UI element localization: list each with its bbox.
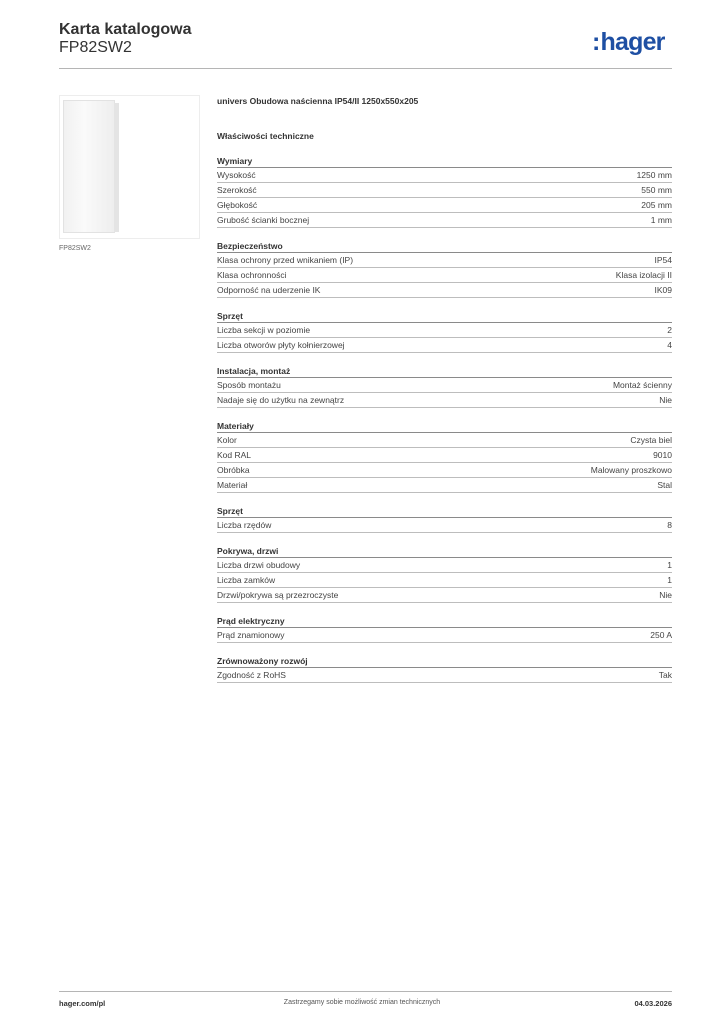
spec-value: IP54 [654,255,672,265]
product-description: univers Obudowa naścienna IP54/II 1250x550x205 [217,96,419,106]
spec-label: Liczba drzwi obudowy [217,560,301,570]
spec-section [217,311,672,353]
spec-row [217,573,672,588]
spec-section-title: Pokrywa, drzwi [217,546,672,558]
product-image-caption: FP82SW2 [59,245,91,252]
spec-label: Liczba sekcji w poziomie [217,325,311,335]
spec-value: Klasa izolacji II [615,270,672,280]
spec-row [217,393,672,408]
spec-label: Klasa ochrony przed wnikaniem (IP) [217,255,354,265]
hager-logo [592,29,665,55]
spec-section-title: Materiały [217,421,672,433]
spec-value: Stal [657,480,672,490]
spec-label: Odporność na uderzenie IK [217,285,321,295]
cabinet-icon [63,100,115,233]
spec-row [217,198,672,213]
spec-label: Liczba rzędów [217,520,272,530]
spec-value: Czysta biel [630,435,672,445]
spec-row [217,378,672,393]
footer-divider [59,991,672,992]
spec-value: Nie [659,395,672,405]
spec-value: Nie [659,590,672,600]
spec-label: Nadaje się do użytku na zewnątrz [217,395,345,405]
spec-section [217,421,672,493]
spec-section [217,616,672,643]
spec-row [217,518,672,533]
spec-section-title: Sprzęt [217,506,672,518]
spec-value: 2 [667,325,672,335]
footer-disclaimer: Zastrzegamy sobie możliwość zmian technicznych [283,999,441,1006]
spec-section [217,656,672,683]
footer-date: 04.03.2026 [634,999,672,1008]
spec-row [217,253,672,268]
spec-row [217,478,672,493]
spec-section [217,546,672,603]
spec-value: 1 [667,575,672,585]
spec-row [217,448,672,463]
spec-value: 8 [667,520,672,530]
spec-row [217,558,672,573]
spec-row [217,213,672,228]
spec-value: 250 A [650,630,672,640]
spec-row [217,668,672,683]
spec-value: Montaż ścienny [612,380,672,390]
spec-section-title: Zrównoważony rozwój [217,656,672,668]
spec-row [217,168,672,183]
spec-sections [217,156,672,696]
spec-section [217,156,672,228]
footer-website: hager.com/pl [59,999,106,1008]
spec-section-title: Sprzęt [217,311,672,323]
spec-label: Głębokość [217,200,258,210]
spec-section [217,366,672,408]
spec-value: 4 [667,340,672,350]
spec-value: 1 mm [650,215,672,225]
spec-label: Obróbka [217,465,250,475]
spec-label: Wysokość [217,170,256,180]
spec-row [217,283,672,298]
tech-properties-heading: Właściwości techniczne [217,131,314,141]
spec-row [217,183,672,198]
spec-section [217,241,672,298]
spec-label: Sposób montażu [217,380,281,390]
spec-section-title: Wymiary [217,156,672,168]
spec-label: Kolor [217,435,237,445]
logo-text: hager [600,28,665,56]
spec-value: IK09 [654,285,672,295]
spec-label: Liczba zamków [217,575,276,585]
spec-row [217,268,672,283]
spec-row [217,433,672,448]
spec-value: 205 mm [641,200,672,210]
spec-label: Drzwi/pokrywa są przezroczyste [217,590,339,600]
spec-row [217,628,672,643]
header-divider [59,68,672,69]
spec-value: Tak [658,670,672,680]
spec-row [217,588,672,603]
document-title: Karta katalogowa [59,21,192,38]
spec-label: Klasa ochronności [217,270,287,280]
spec-label: Szerokość [217,185,257,195]
product-code: FP82SW2 [59,39,132,56]
spec-row [217,323,672,338]
spec-label: Prąd znamionowy [217,630,285,640]
spec-label: Kod RAL [217,450,252,460]
spec-label: Liczba otworów płyty kołnierzowej [217,340,345,350]
spec-row [217,463,672,478]
logo-colon-icon: : [592,28,600,56]
spec-row [217,338,672,353]
spec-label: Zgodność z RoHS [217,670,286,680]
product-image [59,95,200,239]
cabinet-side [114,103,119,232]
spec-label: Materiał [217,480,248,490]
spec-section-title: Prąd elektryczny [217,616,672,628]
spec-section-title: Bezpieczeństwo [217,241,672,253]
spec-value: 1250 mm [636,170,672,180]
spec-value: Malowany proszkowo [590,465,672,475]
spec-value: 550 mm [641,185,672,195]
spec-label: Grubość ścianki bocznej [217,215,310,225]
spec-section [217,506,672,533]
spec-section-title: Instalacja, montaż [217,366,672,378]
spec-value: 9010 [653,450,672,460]
spec-value: 1 [667,560,672,570]
